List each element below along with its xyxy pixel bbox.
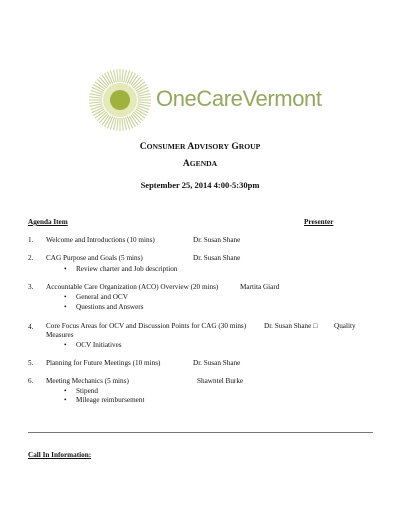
agenda-title-text: AGENDA	[182, 159, 218, 169]
item-presenter: Dr. Susan Shane	[193, 236, 241, 244]
logo-wordmark: OneCareVermont	[156, 86, 322, 111]
item-bullet: • Mileage reimbursement	[76, 396, 144, 404]
item-presenter: Shawntel Burke	[197, 377, 244, 385]
item-text: Meeting Mechanics (5 mins)	[46, 377, 129, 385]
call-in-heading: Call In Information:	[28, 451, 92, 459]
sunburst-logo-icon	[88, 68, 152, 132]
onecare-vermont-logo	[88, 68, 328, 132]
item-text: Core Focus Areas for OCV and Discussion Points for CAG (30 mins)	[46, 322, 247, 330]
item-presenter: Dr. Susan Shane	[193, 359, 241, 367]
item-bullet: • Stipend	[76, 387, 98, 395]
presenter-header: Presenter	[304, 218, 334, 226]
item-bullet: • OCV Initiatives	[76, 341, 122, 349]
item-text: CAG Purpose and Goals (5 mins)	[46, 254, 143, 262]
item-number: 1.	[28, 236, 34, 244]
item-text: Welcome and Introductions (10 mins)	[46, 236, 155, 244]
item-text-continuation: Measures	[46, 331, 74, 339]
agenda-item-header: Agenda Item	[28, 218, 68, 226]
item-presenter: Dr. Susan Shane □	[264, 322, 318, 330]
item-bullet: • Review charter and Job description	[76, 265, 177, 273]
item-number: 5.	[28, 359, 34, 367]
agenda-title	[0, 159, 400, 169]
item-text: Planning for Future Meetings (10 mins)	[46, 359, 161, 367]
item-number: 4.	[28, 323, 34, 331]
meeting-date: September 25, 2014 4:00-5:30pm	[140, 180, 260, 190]
group-title-text: CONSUMER ADVISORY GROUP	[139, 142, 261, 152]
item-presenter-extra: Quality	[334, 322, 356, 330]
item-number: 2.	[28, 254, 34, 262]
item-bullet: • Questions and Answers	[76, 303, 143, 311]
group-title	[0, 142, 400, 152]
item-text: Accountable Care Organization (ACO) Overview (20 mins)	[46, 283, 219, 291]
section-divider	[28, 432, 373, 433]
item-presenter: Dr. Susan Shane	[193, 254, 241, 262]
item-presenter: Martita Giard	[240, 283, 280, 291]
item-bullet: • General and OCV	[76, 293, 128, 301]
item-number: 3.	[28, 283, 34, 291]
item-number: 6.	[28, 377, 34, 385]
